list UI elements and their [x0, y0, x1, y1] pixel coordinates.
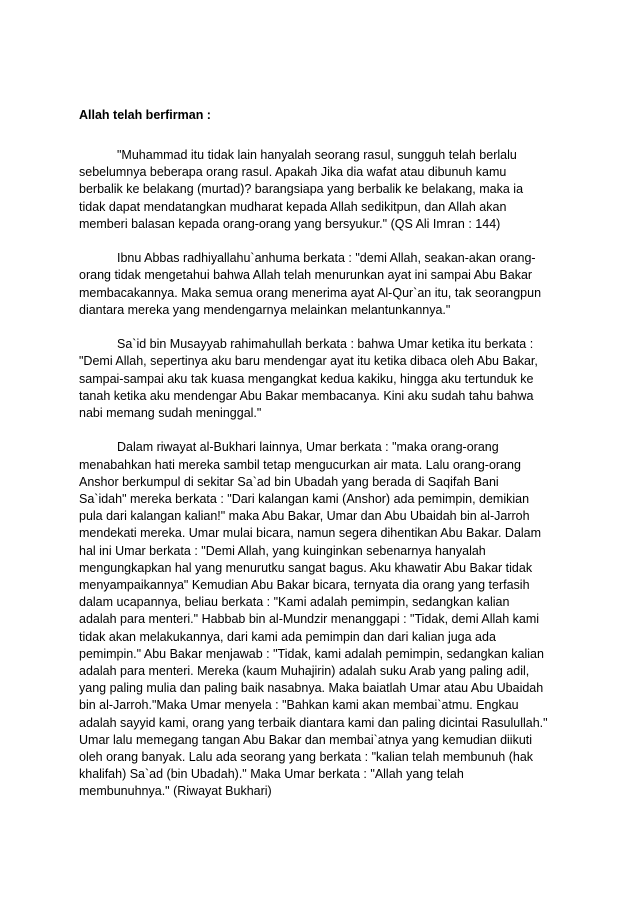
text-line: Dalam riwayat al-Bukhari lainnya, Umar berkata : "maka orang-orang [117, 440, 499, 455]
text-line: mendekati mereka. Umar mulai bicara, namun segera dihentikan Abu Bakar. Dalam [79, 526, 542, 541]
paragraph-ibnu-abbas [79, 250, 569, 319]
text-line: berbalik ke belakang (murtad)? barangsiapa yang berbalik ke belakang, maka ia [79, 182, 524, 197]
text-line: tidak akan melakukannya, dari kami ada pemimpin dan dari kalian juga ada [79, 629, 496, 644]
paragraph-quran-verse [79, 147, 569, 233]
text-line: menyampaikannya" Kemudian Abu Bakar bicara, ternyata dia orang yang terfasih [79, 578, 530, 593]
text-line: adalah para menteri. Mereka (kaum Muhajirin) adalah suku Arab yang paling adil, [79, 664, 530, 679]
text-line: diantara mereka yang mendengarnya melainkan melantunkannya." [79, 302, 451, 317]
text-line: oleh orang banyak. Lalu ada seorang yang berkata : "kalian telah membunuh (hak [79, 750, 534, 765]
text-line: Sa`id bin Musayyab rahimahullah berkata : bahwa Umar ketika itu berkata : [117, 337, 534, 352]
text-line: membunuhnya." (Riwayat Bukhari) [79, 784, 272, 799]
page-heading: Allah telah berfirman : [79, 108, 211, 122]
text-line: Ibnu Abbas radhiyallahu`anhuma berkata : "demi Allah, seakan-akan orang- [117, 251, 536, 266]
text-line: adalah para menteri." Habbab bin al-Mundzir menanggapi : "Tidak, demi Allah kami [79, 612, 540, 627]
text-line: adalah sayyid kami, orang yang terbaik diantara kami dan paling dicintai Rasulullah." [79, 715, 548, 730]
text-line: Anshor berkumpul di sekitar Sa`ad bin Ubadah yang berada di Saqifah Bani [79, 474, 499, 489]
document-body [79, 147, 569, 818]
text-line: sebelumnya beberapa orang rasul. Apakah Jika dia wafat atau dibunuh kamu [79, 165, 507, 180]
text-line: yang paling mulia dan paling baik nasabnya. Maka baiatlah Umar atau Abu Ubaidah [79, 681, 544, 696]
text-line: nabi memang sudah meninggal." [79, 406, 262, 421]
paragraph-riwayat-bukhari [79, 439, 569, 800]
text-line: pemimpin." Abu Bakar menjawab : "Tidak, kami adalah pemimpin, sedangkan kalian [79, 646, 544, 661]
text-line: khalifah) Sa`ad (bin Ubadah)." Maka Umar berkata : "Allah yang telah [79, 767, 464, 782]
text-line: mengungkapkan hal yang menurutku sangat bagus. Aku khawatir Abu Bakar tidak [79, 560, 533, 575]
text-line: bin al-Jarroh."Maka Umar menyela : "Bahkan kami akan membai`atmu. Engkau [79, 698, 519, 713]
text-line: menabahkan hati mereka sambil tetap mengucurkan air mata. Lalu orang-orang [79, 457, 521, 472]
text-line: membacakannya. Maka semua orang menerima ayat Al-Qur`an itu, tak seorangpun [79, 285, 542, 300]
text-line: Sa`idah" mereka berkata : "Dari kalangan kami (Anshor) ada pemimpin, demikian [79, 492, 530, 507]
text-line: pula dari kalangan kalian!" maka Abu Bakar, Umar dan Abu Ubaidah bin al-Jarroh [79, 509, 530, 524]
text-line: "Muhammad itu tidak lain hanyalah seorang rasul, sungguh telah berlalu [117, 148, 517, 162]
text-line: dalam ucapannya, beliau berkata : "Kami adalah pemimpin, sedangkan kalian [79, 595, 510, 610]
text-line: memberi balasan kepada orang-orang yang bersyukur." (QS Ali Imran : 144) [79, 216, 501, 231]
text-line: tidak dapat mendatangkan mudharat kepada Allah sedikitpun, dan Allah akan [79, 199, 507, 214]
paragraph-said-bin-musayyab [79, 336, 569, 422]
text-line: hal ini Umar berkata : "Demi Allah, yang kuinginkan sebenarnya hanyalah [79, 543, 486, 558]
text-line: Umar lalu memegang tangan Abu Bakar dan membai`atnya yang kemudian diikuti [79, 732, 533, 747]
text-line: tanah ketika aku mendengar Abu Bakar membacanya. Kini aku sudah tahu bahwa [79, 388, 534, 403]
text-line: sampai-sampai aku tak kuasa mengangkat kedua kakiku, hingga aku tertunduk ke [79, 371, 534, 386]
text-line: orang tidak mengetahui bahwa Allah telah menurunkan ayat ini sampai Abu Bakar [79, 268, 533, 283]
text-line: "Demi Allah, sepertinya aku baru mendengar ayat itu ketika dibaca oleh Abu Bakar, [79, 354, 538, 369]
